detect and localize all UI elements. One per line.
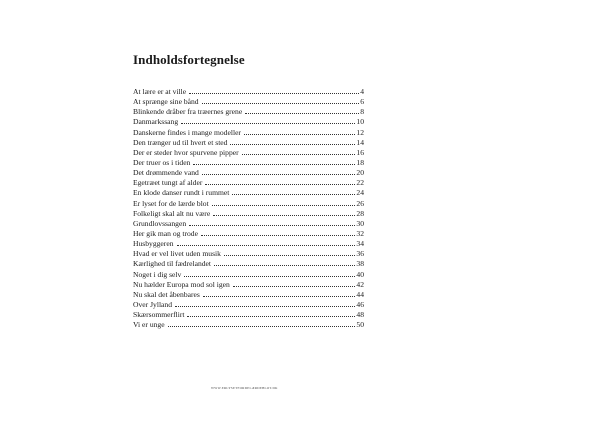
dot-leader: [203, 296, 356, 297]
toc-entry-title: Danmarkssang: [133, 117, 179, 127]
toc-entry-title: Danskerne findes i mange modeller: [133, 127, 241, 137]
toc-entry-title: Egetræet tungt af alder: [133, 178, 203, 188]
toc-entry[interactable]: [133, 259, 364, 269]
toc-entry[interactable]: [133, 239, 364, 249]
toc-entry[interactable]: [133, 158, 364, 168]
toc-entry[interactable]: [133, 128, 364, 138]
toc-entry-title: Nu skal det åbenbares: [133, 289, 200, 299]
toc-entry[interactable]: [133, 87, 364, 97]
footer-url: WWW.ERLYSETFORDELÆRDEBLOT.DK: [211, 386, 278, 390]
toc-entry-title: At sprænge sine bånd: [133, 97, 199, 107]
toc-entry[interactable]: [133, 219, 364, 229]
dot-leader: [244, 134, 355, 135]
dot-leader: [184, 276, 355, 277]
toc-entry-title: Der er steder hvor spurvene pipper: [133, 147, 239, 157]
toc-entry-page-number: 10: [356, 117, 364, 127]
toc-entry-title: Noget i dig selv: [133, 269, 182, 279]
table-of-contents: [133, 87, 364, 330]
toc-entry[interactable]: [133, 209, 364, 219]
dot-leader: [202, 174, 356, 175]
dot-leader: [175, 306, 355, 307]
toc-entry-page-number: 18: [356, 157, 364, 167]
toc-entry-page-number: 40: [356, 269, 364, 279]
dot-leader: [233, 286, 356, 287]
toc-entry-title: Kærlighed til fædrelandet: [133, 259, 212, 269]
toc-entry-title: Her gik man og trode: [133, 228, 198, 238]
toc-entry-page-number: 50: [356, 320, 364, 330]
toc-entry[interactable]: [133, 168, 364, 178]
toc-entry[interactable]: [133, 117, 364, 127]
toc-entry-title: Den trænger ud til hvert et sted: [133, 137, 228, 147]
toc-entry-title: Nu hælder Europa mod sol igen: [133, 279, 230, 289]
toc-entry-page-number: 42: [356, 279, 364, 289]
toc-entry[interactable]: [133, 199, 364, 209]
dot-leader: [168, 326, 356, 327]
toc-entry-page-number: 8: [360, 107, 364, 117]
toc-entry-page-number: 24: [356, 188, 364, 198]
toc-entry-title: Over Jylland: [133, 299, 173, 309]
toc-entry-page-number: 12: [356, 127, 364, 137]
toc-entry-page-number: 14: [356, 137, 364, 147]
toc-entry[interactable]: [133, 310, 364, 320]
toc-entry[interactable]: [133, 188, 364, 198]
toc-entry-title: Er lyset for de lærde blot: [133, 198, 209, 208]
toc-entry-title: Skærsommerflirt: [133, 310, 185, 320]
dot-leader: [232, 194, 355, 195]
dot-leader: [230, 144, 355, 145]
page-title: Indholdsfortegnelse: [133, 52, 245, 67]
toc-entry[interactable]: [133, 138, 364, 148]
toc-entry-page-number: 34: [356, 239, 364, 249]
dot-leader: [205, 184, 355, 185]
toc-entry-page-number: 32: [356, 228, 364, 238]
dot-leader: [202, 103, 360, 104]
toc-entry-title: Hvad er vel livet uden musik: [133, 249, 221, 259]
toc-entry-page-number: 26: [356, 198, 364, 208]
toc-entry[interactable]: [133, 270, 364, 280]
dot-leader: [193, 164, 355, 165]
toc-entry-title: En klode danser rundt i rummet: [133, 188, 230, 198]
dot-leader: [181, 123, 355, 124]
toc-entry-page-number: 16: [356, 147, 364, 157]
dot-leader: [187, 316, 355, 317]
toc-entry[interactable]: [133, 320, 364, 330]
dot-leader: [224, 255, 355, 256]
toc-entry-page-number: 44: [356, 289, 364, 299]
dot-leader: [212, 205, 356, 206]
toc-entry[interactable]: [133, 280, 364, 290]
dot-leader: [213, 215, 355, 216]
toc-entry-page-number: 36: [356, 249, 364, 259]
toc-entry-page-number: 4: [360, 87, 364, 96]
toc-entry[interactable]: [133, 290, 364, 300]
dot-leader: [214, 265, 355, 266]
toc-entry[interactable]: [133, 249, 364, 259]
toc-entry[interactable]: [133, 178, 364, 188]
toc-entry[interactable]: [133, 148, 364, 158]
dot-leader: [189, 225, 355, 226]
toc-entry[interactable]: [133, 300, 364, 310]
toc-entry-page-number: 48: [356, 310, 364, 320]
toc-entry[interactable]: [133, 97, 364, 107]
toc-entry-page-number: 6: [360, 97, 364, 107]
toc-entry[interactable]: [133, 229, 364, 239]
toc-entry[interactable]: [133, 107, 364, 117]
toc-entry-title: Husbyggeren: [133, 239, 174, 249]
toc-entry-title: Der truer os i tiden: [133, 157, 191, 167]
toc-entry-title: Blinkende dråber fra træernes grene: [133, 107, 243, 117]
toc-entry-page-number: 46: [356, 299, 364, 309]
dot-leader: [189, 93, 359, 94]
toc-entry-page-number: 22: [356, 178, 364, 188]
toc-entry-title: Det drømmende vand: [133, 168, 199, 178]
toc-entry-title: Folkeligt skal alt nu være: [133, 208, 211, 218]
dot-leader: [242, 154, 356, 155]
dot-leader: [201, 235, 355, 236]
dot-leader: [177, 245, 356, 246]
toc-entry-title: Grundlovssangen: [133, 218, 187, 228]
toc-entry-page-number: 30: [356, 218, 364, 228]
dot-leader: [245, 113, 359, 114]
toc-entry-title: Vi er unge: [133, 320, 165, 330]
toc-entry-page-number: 28: [356, 208, 364, 218]
toc-entry-page-number: 38: [356, 259, 364, 269]
toc-entry-title: At lære er at ville: [133, 87, 187, 96]
toc-entry-page-number: 20: [356, 168, 364, 178]
